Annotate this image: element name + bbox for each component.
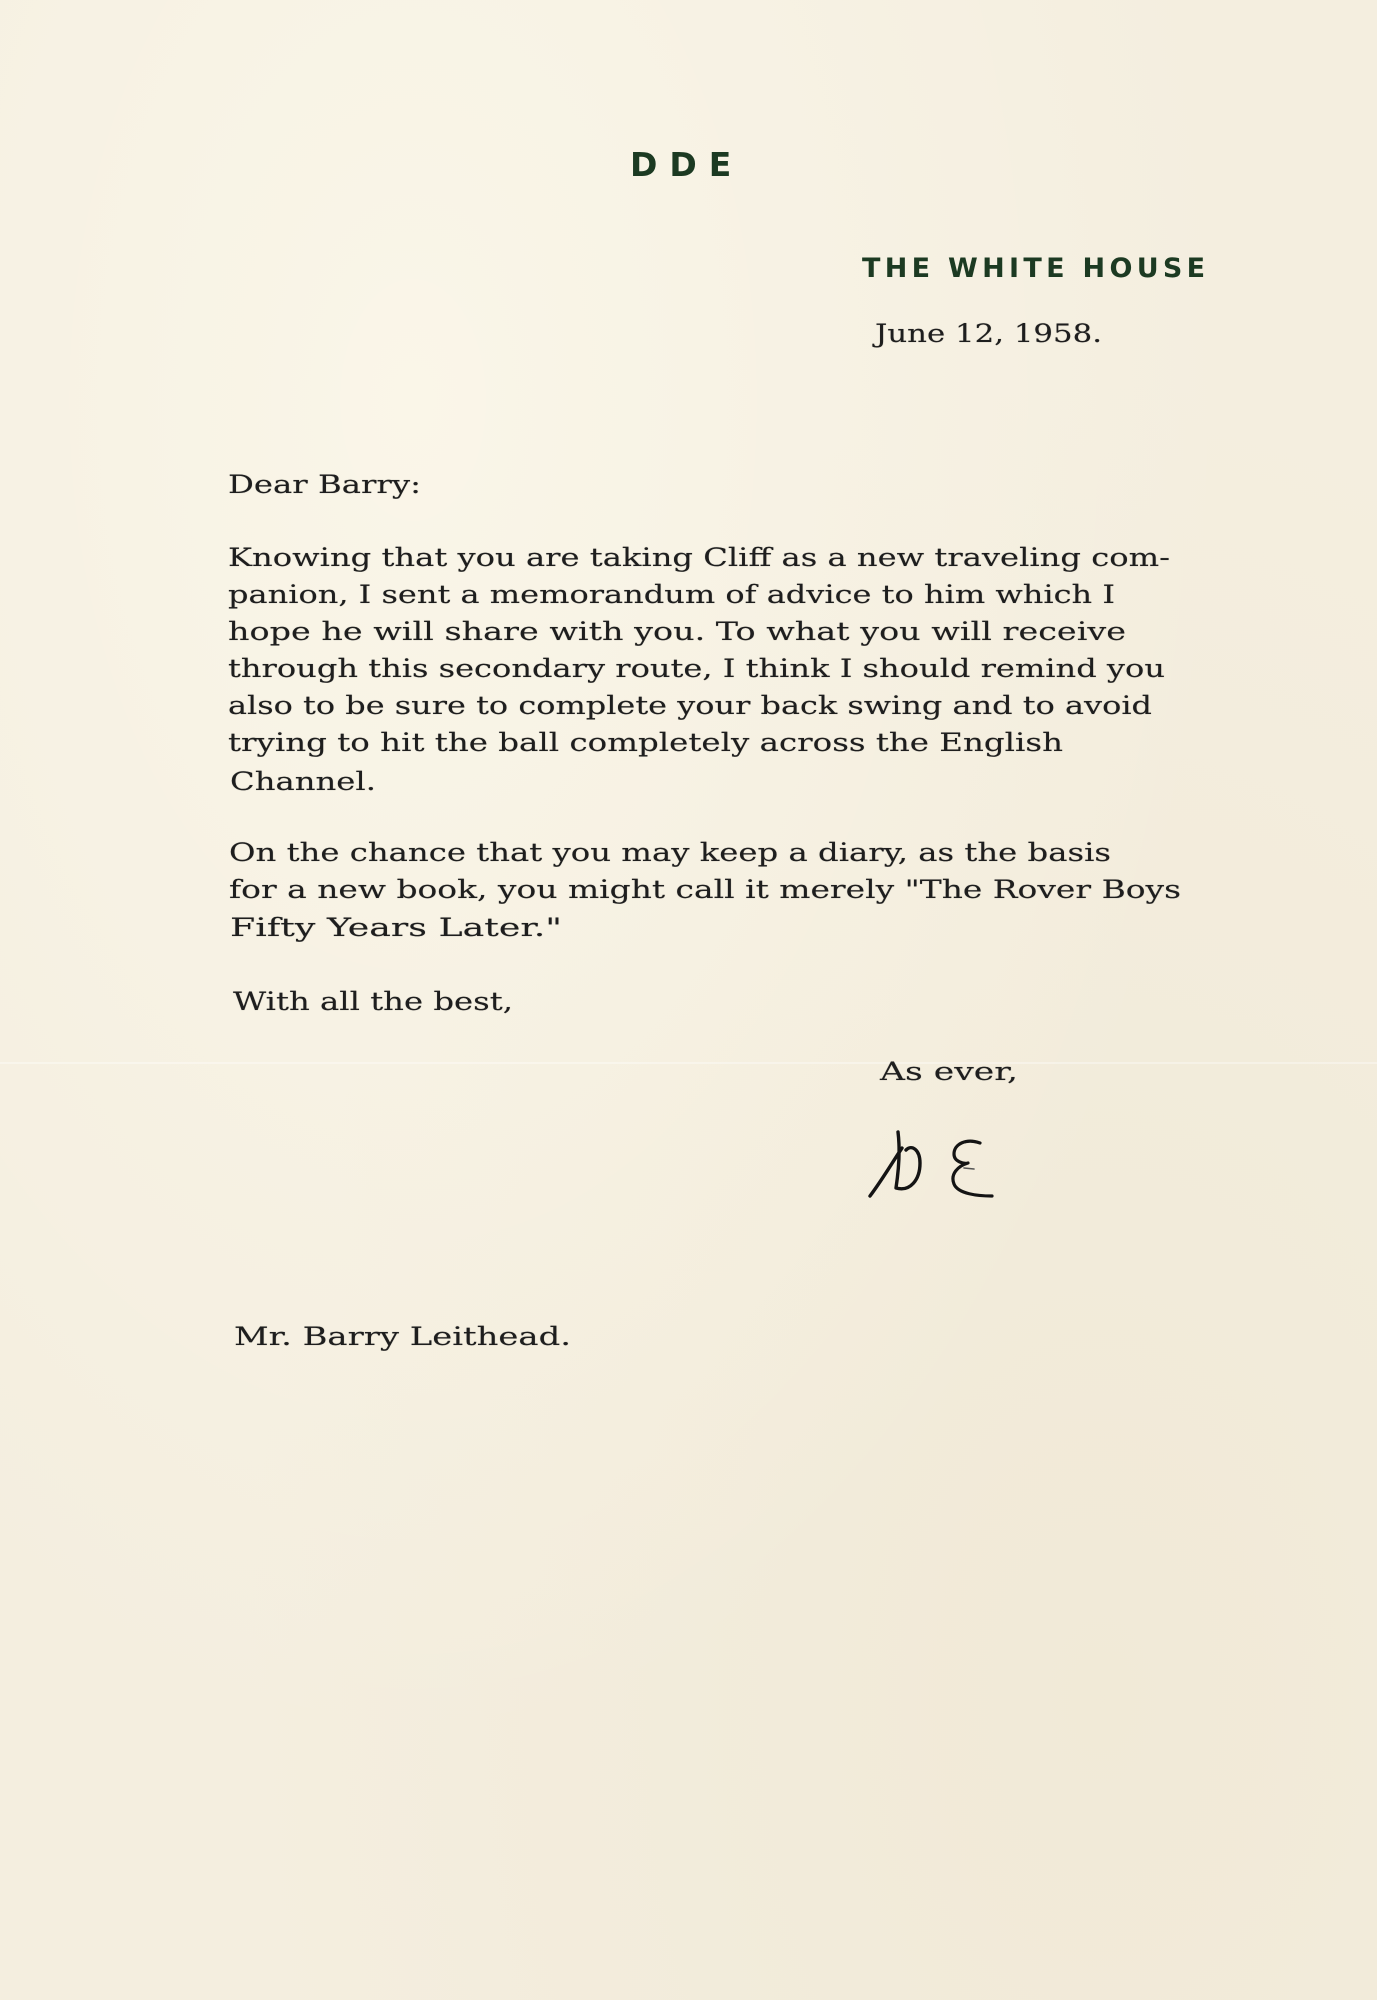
signature-initials: [862, 1118, 1012, 1208]
letter-date: June 12, 1958.: [875, 319, 1102, 348]
body-line: Knowing that you are taking Cliff as a new traveling com-: [228, 543, 1170, 572]
body-line: On the chance that you may keep a diary, as the basis: [229, 838, 1111, 867]
letterhead-monogram: DDE: [630, 145, 744, 184]
body-line: Channel.: [230, 767, 376, 796]
body-line: for a new book, you might call it merely "The Rover Boys: [229, 875, 1181, 904]
paper-fold-line: [0, 1062, 1377, 1064]
body-line: through this secondary route, I think I should remind you: [228, 654, 1165, 683]
body-line: Fifty Years Later.": [230, 913, 562, 942]
body-line: also to be sure to complete your back swing and to avoid: [228, 691, 1152, 720]
letterhead-office: THE WHITE HOUSE: [862, 253, 1210, 284]
recipient-name: Mr. Barry Leithead.: [234, 1322, 571, 1351]
body-line: panion, I sent a memorandum of advice to him which I: [228, 580, 1115, 609]
salutation: Dear Barry:: [228, 470, 421, 499]
body-line: hope he will share with you. To what you will receive: [228, 617, 1126, 646]
complimentary-close: As ever,: [880, 1057, 1018, 1086]
body-line: trying to hit the ball completely across the English: [228, 728, 1063, 757]
closing-line: With all the best,: [233, 987, 513, 1016]
